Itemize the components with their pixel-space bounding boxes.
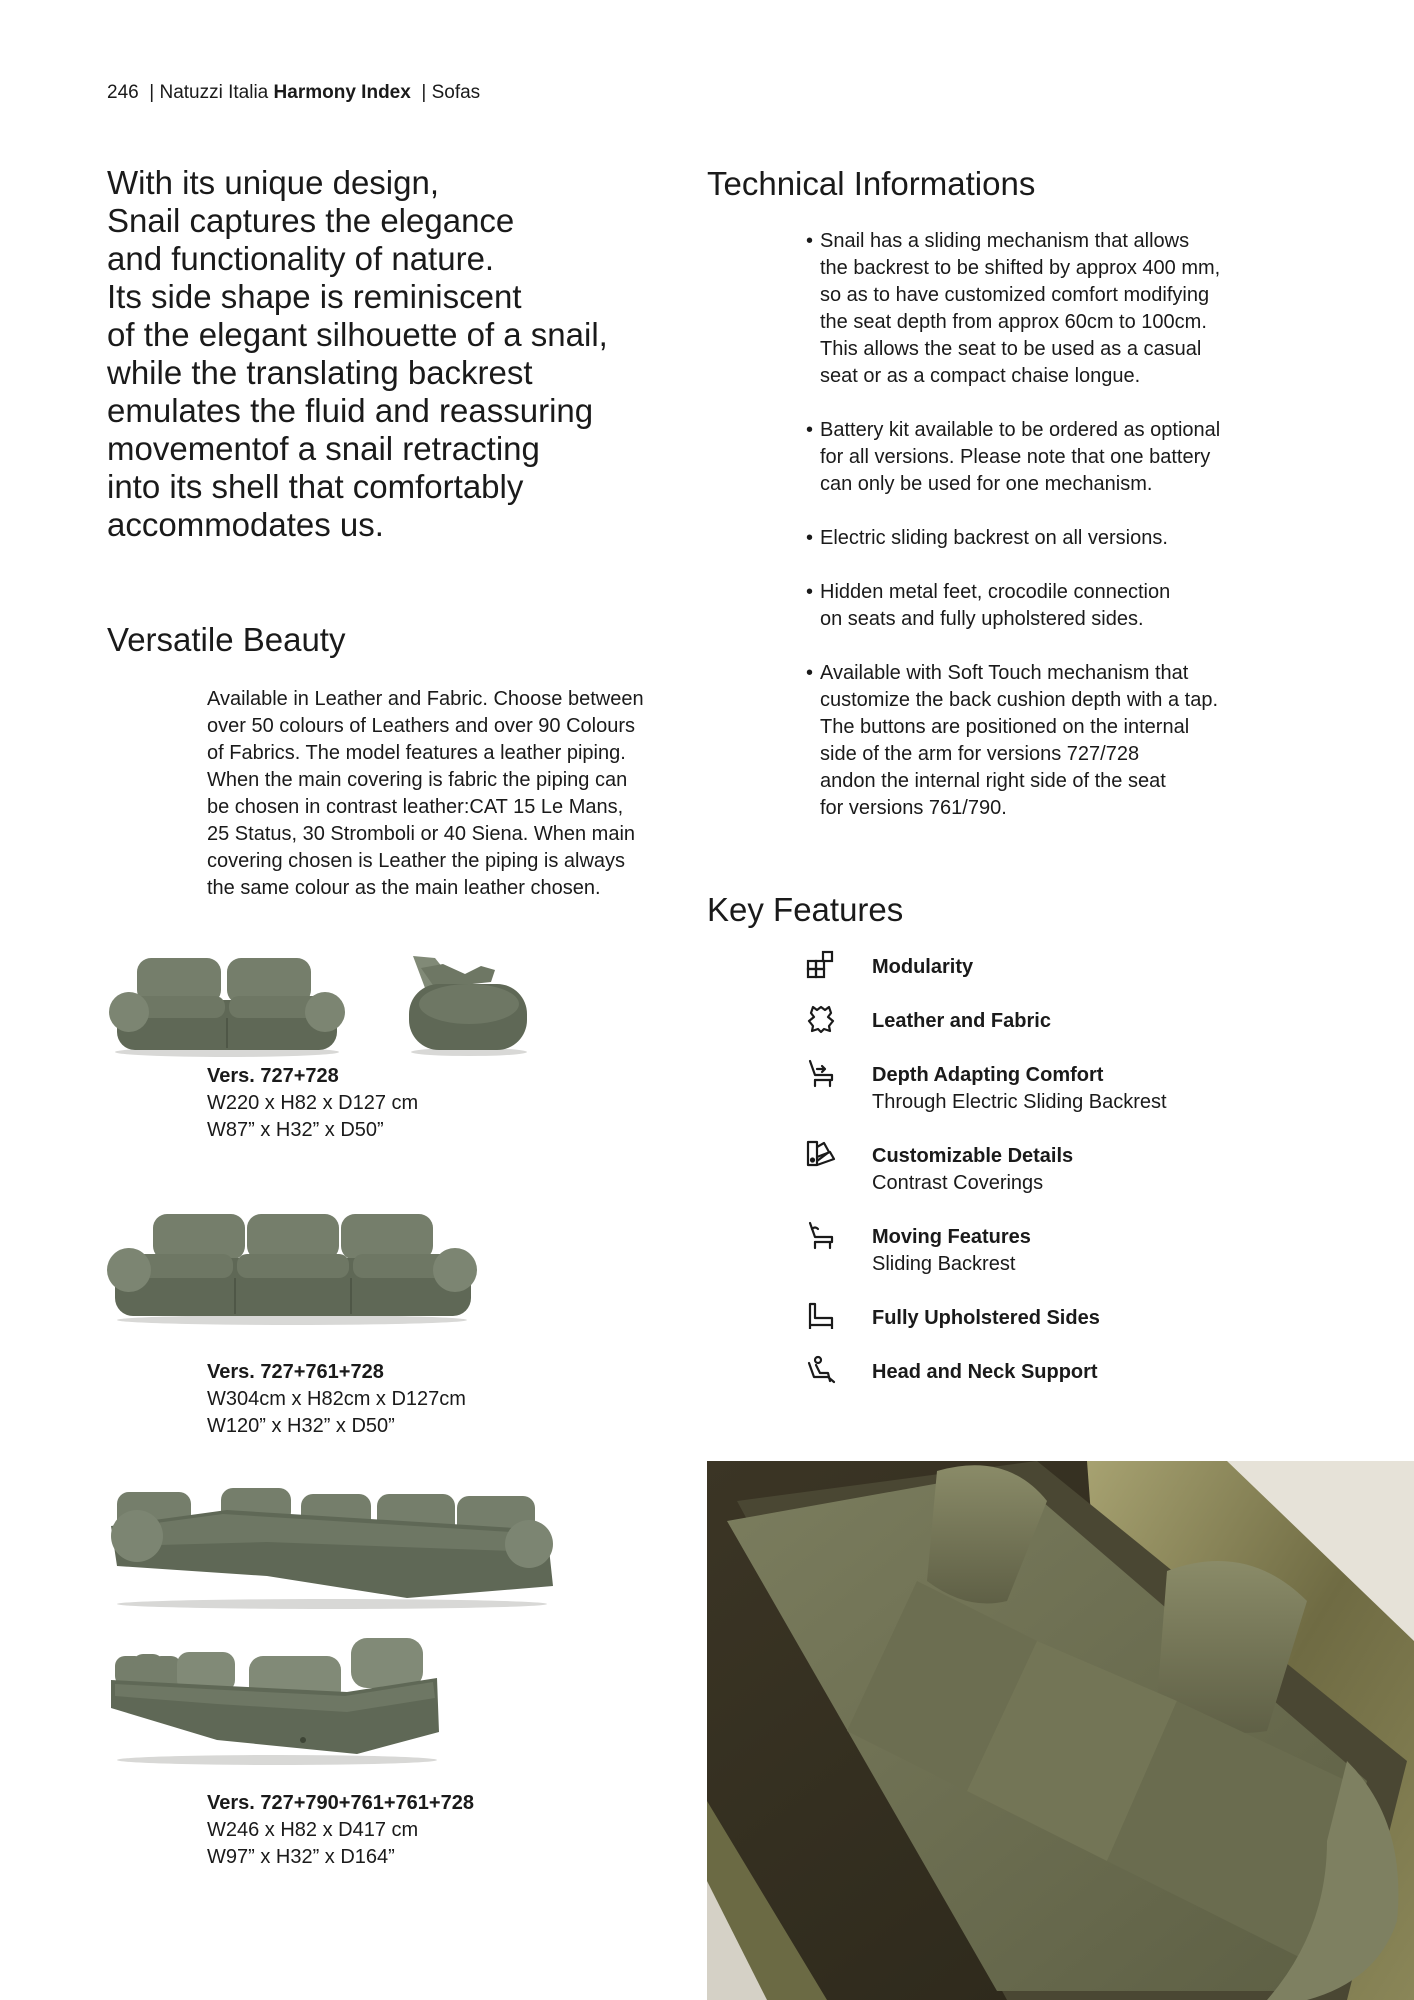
sofa-top-view-image (707, 1461, 1414, 2000)
category-name: Sofas (431, 82, 481, 103)
tech-item: • Battery kit available to be ordered as optional for all versions. Please note that one battery can only be used for one mechanism. (806, 417, 1286, 498)
swatch-icon (806, 1139, 836, 1169)
intro-paragraph: With its unique design, Snail captures the elegance and functionality of nature. Its side shape is reminiscent of the elegant silhouette of a snail, while the translating backrest emulates the fluid and reassuring movementof a snail retracting into its shell that comfortably accommodates us. (107, 164, 608, 543)
sofa-modular-curve-image (107, 1632, 447, 1768)
depth-adapting-seat-icon (806, 1058, 836, 1088)
tech-item: • Snail has a sliding mechanism that allows the backrest to be shifted by approx 400 mm, so as to have customized comfort modifying the seat depth from approx 60cm to 100cm. This allows the seat to be used as a casual seat or as a compact chaise longue. (806, 228, 1286, 390)
key-features-heading: Key Features (707, 891, 904, 928)
sofa-lifestyle-photo (707, 1461, 1414, 2000)
upholstered-seat-icon (806, 1301, 836, 1331)
moving-seat-icon (806, 1220, 836, 1250)
page-number: 246 (107, 82, 139, 103)
tech-item: • Available with Soft Touch mechanism that customize the back cushion depth with a tap. The buttons are positioned on the internal side of the arm for versions 727/728 andon the internal right side of the seat for versions 761/790. (806, 660, 1286, 822)
tech-item: • Hidden metal feet, crocodile connection on seats and fully upholstered sides. (806, 579, 1286, 633)
sofa-727-728-side-image (405, 948, 533, 1060)
technical-informations-heading: Technical Informations (707, 165, 1036, 202)
brand-name: Natuzzi Italia (159, 82, 269, 103)
technical-list (806, 228, 1286, 849)
sofa-727-728-front-image (107, 950, 347, 1060)
version-727-728: Vers. 727+728 W220 x H82 x D127 cm W87” x H32” x D50” (207, 1065, 419, 1141)
leather-hide-icon (806, 1004, 836, 1034)
version-727-761-728: Vers. 727+761+728 W304cm x H82cm x D127cm W120” x H32” x D50” (207, 1361, 466, 1437)
versatile-beauty-heading: Versatile Beauty (107, 621, 346, 658)
version-727-790-761-761-728: Vers. 727+790+761+761+728 W246 x H82 x D417 cm W97” x H32” x D164” (207, 1792, 474, 1868)
sofa-727-761-728-image (107, 1210, 477, 1328)
index-name: Harmony Index (273, 82, 411, 103)
sofa-corner-composition-image (107, 1486, 557, 1612)
head-neck-icon (806, 1355, 836, 1385)
versatile-beauty-text: Available in Leather and Fabric. Choose between over 50 colours of Leathers and over 90 Colours of Fabrics. The model features a leather piping. When the main covering is fabric the piping can be chosen in contrast leather:CAT 15 Le Mans, 25 Status, 30 Stromboli or 40 Siena. When main covering chosen is Leather the piping is always the same colour as the main leather chosen. (207, 688, 644, 899)
tech-item: • Electric sliding backrest on all versions. (806, 525, 1286, 552)
modularity-icon (806, 950, 836, 980)
page-header: 246 | Natuzzi Italia Harmony Index | Sofas (107, 82, 481, 103)
